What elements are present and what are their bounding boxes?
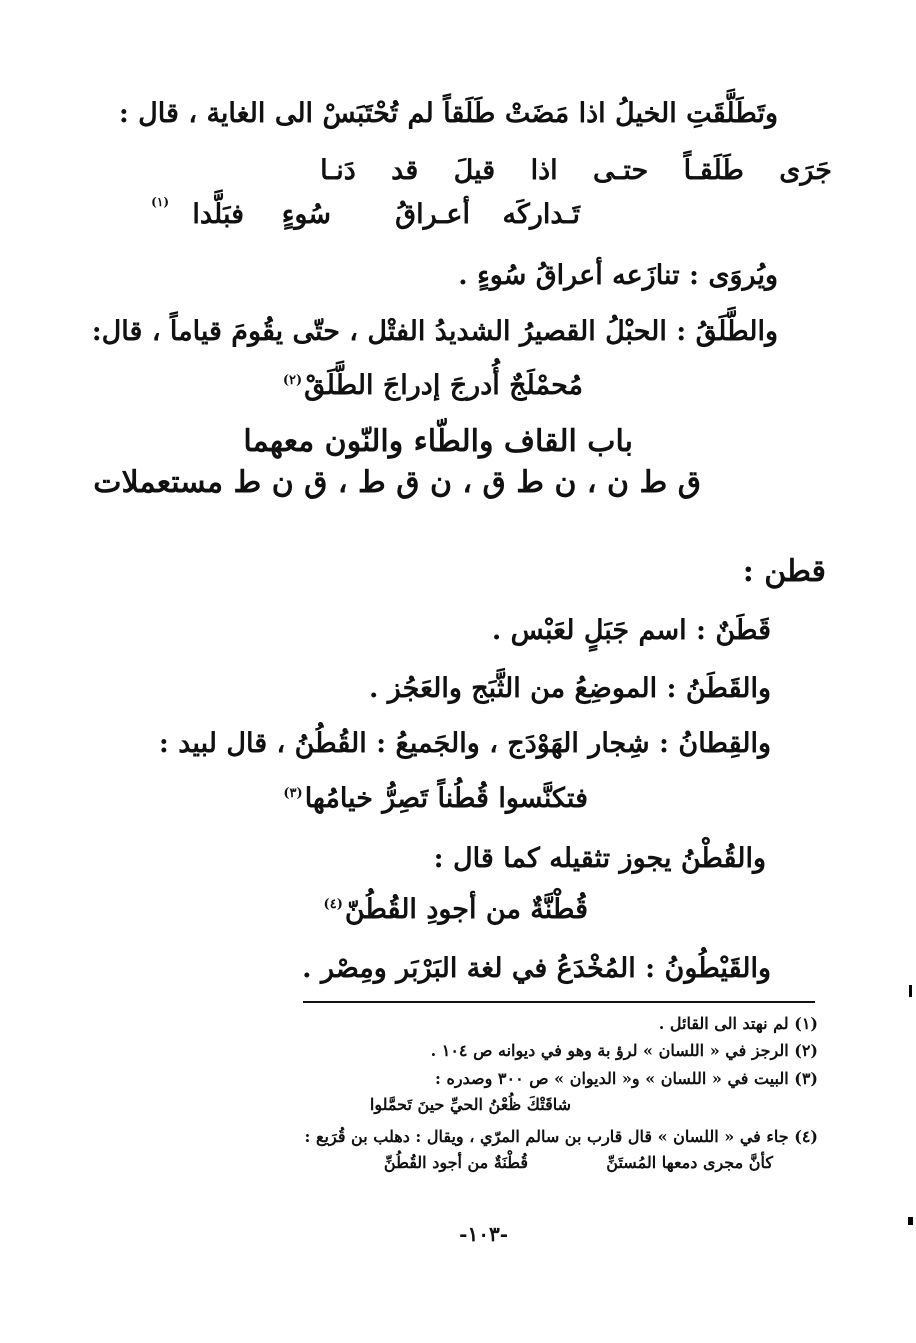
footnote-separator	[303, 1001, 815, 1003]
scan-speck	[909, 985, 912, 997]
section-heading: باب القاف والطّاء والنّون معهما	[243, 424, 633, 459]
verse-1-word-1: تَـداركَه	[502, 199, 580, 230]
verse-2-text: مُحمْلَجٌ أُدرجَ إدراجَ الطَّلَقْ	[304, 370, 583, 401]
footnote-4-verse-part-1: كأنَّ مجرى دمعها المُستَنِّ	[606, 1153, 773, 1172]
footnote-2: (٢) الرجز في « اللسان » لرؤ بة وهو في ديوانه ص ١٠٤ .	[430, 1041, 818, 1060]
verse-1-word-3: سُوءٍ	[281, 199, 331, 230]
text-line-8: والقُطْنُ يجوز تثقيله كما قال :	[433, 843, 766, 874]
text-line-7: والقِطانُ : شِجار الهَوْدَج ، والجَميعُ : القُطُنُ ، قال لبيد :	[158, 728, 771, 759]
verse-1-word-4: فبَلَّدا	[192, 199, 244, 230]
verse-3	[283, 785, 588, 812]
footnote-4: (٤) جاء في « اللسان » قال قارب بن سالم المرّي ، ويقال : دهلب بن قُرَيع :	[304, 1127, 818, 1146]
verse-4	[324, 896, 588, 923]
text-line-5: قَطَنٌ : اسم جَبَلٍ لعَبْس .	[491, 615, 771, 646]
verse-2	[283, 372, 583, 399]
text-line-3: ويُروَى : تنازَعه أعراقُ سُوءٍ .	[458, 260, 778, 291]
verse-2-footnote-ref: (٢)	[282, 373, 303, 388]
footnote-3: (٣) البيت في « اللسان » و« الديوان » ص ٣٠٠ وصدره :	[435, 1069, 818, 1088]
text-line-9: والقَيْطُونُ : المُخْدَعُ في لغة البَرْبَر ومِصْر .	[302, 953, 771, 984]
scan-speck	[908, 1217, 913, 1225]
entry-heading: قطن :	[742, 554, 826, 589]
verse-1-first-hemistich: جَرَى طَلَقـاً حتـى اذا قيلَ قد دَنـا	[320, 155, 832, 186]
verse-1-word-2: أعـراقُ	[395, 199, 470, 230]
footnote-3-verse: شاقَتْكَ ظُعْنُ الحيِّ حينَ تَحمَّلوا	[369, 1095, 571, 1114]
text-line-4: والطَّلَقُ : الحبْلُ القصيرُ الشديدُ الفتْل ، حتّى يقُومَ قياماً ، قال:	[91, 316, 778, 347]
page-number: -١٠٣-	[459, 1222, 508, 1246]
verse-4-text: قُطْنَّةٌ من أجودِ القُطُنّ	[344, 894, 588, 925]
verse-3-footnote-ref: (٣)	[283, 786, 303, 801]
section-subheading: ق ط ن ، ن ط ق ، ن ق ط ، ق ن ط مستعملات	[93, 465, 701, 500]
verse-1-footnote-ref: (١)	[151, 195, 169, 209]
verse-3-text: فتكنَّسوا قُطُناً تَصِرُّ خيامُها	[304, 783, 588, 814]
verse-4-footnote-ref: (٤)	[323, 897, 343, 912]
footnote-1: (١) لم نهتد الى القائل .	[658, 1014, 818, 1033]
text-line-6: والقَطَنُ : الموضِعُ من الثَّبَج والعَجُز .	[368, 673, 771, 704]
footnote-4-verse-part-2: قُطْنَةٌ من أجود القُطُنِّ	[383, 1153, 528, 1172]
text-line-1: وتَطَلَّقَتِ الخيلُ اذا مَضَتْ طَلَقاً لم تُحْتَبَسْ الى الغاية ، قال :	[118, 98, 778, 129]
